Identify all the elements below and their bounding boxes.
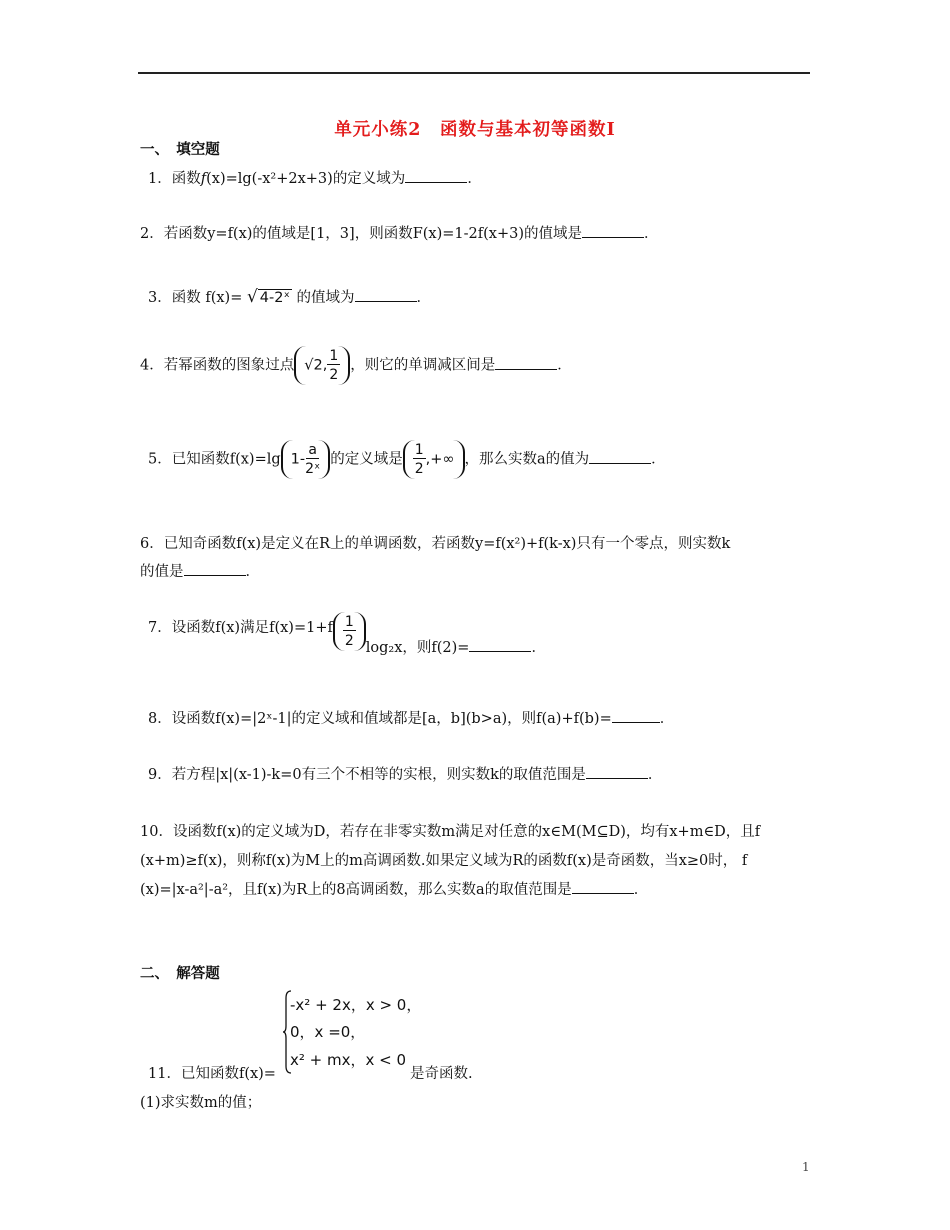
question-10-line-3 bbox=[140, 878, 648, 899]
answer-blank[interactable] bbox=[612, 721, 660, 723]
period: ． bbox=[531, 640, 546, 656]
q5-interval bbox=[403, 440, 465, 479]
fraction bbox=[343, 614, 356, 649]
q9-text: 9．若方程|x|(x-1)-k=0有三个不相等的实根，则实数k的取值范围是 bbox=[148, 767, 586, 783]
q3-radicand: 4-2ˣ bbox=[259, 290, 290, 306]
question-10-line-2: (x+m)≥f(x)，则称f(x)为M上的m高调函数.如果定义域为R的函数f(x)是奇函数，当x≥0时， f bbox=[140, 853, 748, 869]
q5-tail: ，那么实数a的值为 bbox=[464, 451, 590, 468]
fraction bbox=[413, 442, 426, 477]
q5-inf: ,+∞ bbox=[425, 451, 455, 468]
answer-blank[interactable] bbox=[586, 777, 648, 779]
q4-tail: ，则它的单调减区间是 bbox=[350, 357, 496, 374]
period: ． bbox=[647, 767, 663, 783]
denominator: 2ˣ bbox=[305, 461, 321, 477]
piecewise-case-1: -x² + 2x，x > 0， bbox=[290, 996, 422, 1014]
q1-num: 1．函数 bbox=[148, 171, 201, 187]
q6-line2-text: 的值是 bbox=[140, 564, 184, 580]
header-rule bbox=[138, 72, 810, 74]
q5-one: 1- bbox=[290, 451, 306, 468]
q3-pre: 3．函数 f(x)= bbox=[148, 290, 243, 306]
period: ． bbox=[633, 882, 649, 898]
period: ． bbox=[467, 171, 482, 187]
q1-expr: (x)=lg(-x²+2x+3) bbox=[206, 171, 333, 187]
numerator: 1 bbox=[344, 614, 354, 630]
q5-arg bbox=[281, 440, 331, 479]
q1-tail: 的定义域为 bbox=[332, 171, 406, 187]
question-6-line-2 bbox=[140, 560, 260, 581]
q4-p1: √2, bbox=[304, 357, 328, 374]
page-title: 单元小练2 函数与基本初等函数Ⅰ bbox=[334, 120, 616, 140]
question-3 bbox=[148, 286, 431, 307]
answer-blank[interactable] bbox=[405, 181, 467, 183]
answer-blank[interactable] bbox=[495, 368, 557, 370]
piecewise-case-2: 0，x =0， bbox=[290, 1023, 366, 1041]
q4-point bbox=[294, 346, 350, 385]
q3-tail: 的值域为 bbox=[296, 290, 355, 306]
question-9 bbox=[148, 763, 662, 784]
denominator: 2 bbox=[329, 367, 339, 383]
q5-mid: 的定义域是 bbox=[330, 451, 403, 468]
period: ． bbox=[416, 290, 432, 306]
question-11-tail: 是奇函数. bbox=[410, 1066, 473, 1082]
question-1 bbox=[148, 167, 482, 188]
numerator: 1 bbox=[414, 442, 424, 458]
question-11-pre: 11．已知函数f(x)= bbox=[148, 1066, 276, 1082]
answer-blank[interactable] bbox=[589, 462, 651, 464]
question-4 bbox=[140, 346, 572, 385]
answer-blank[interactable] bbox=[469, 650, 531, 652]
sqrt-symbol: √ bbox=[246, 287, 258, 307]
q5-pre: 5．已知函数f(x)=lg bbox=[148, 451, 281, 468]
q1-f: f bbox=[200, 171, 207, 187]
question-11-part-1: (1)求实数m的值； bbox=[140, 1095, 262, 1111]
period: ． bbox=[651, 451, 666, 468]
question-2 bbox=[140, 222, 658, 243]
section-heading-solution: 二、 解答题 bbox=[140, 965, 220, 982]
q7-post: log₂x，则f(2)= bbox=[365, 640, 470, 656]
q4-pre: 4．若幂函数的图象过点 bbox=[140, 357, 295, 374]
section-heading-fill-blank: 一、 填空题 bbox=[140, 141, 220, 158]
piecewise-case-3: x² + mx，x < 0 bbox=[290, 1051, 407, 1069]
q7-arg bbox=[333, 612, 366, 651]
answer-blank[interactable] bbox=[184, 574, 246, 576]
answer-blank[interactable] bbox=[582, 236, 644, 238]
answer-blank[interactable] bbox=[572, 892, 634, 894]
denominator: 2 bbox=[414, 461, 424, 477]
question-5 bbox=[148, 440, 666, 479]
question-10-line-1: 10．设函数f(x)的定义域为D，若存在非零实数m满足对任意的x∈M(M⊆D)，均有x+m∈D，且f bbox=[140, 824, 761, 840]
fraction bbox=[305, 442, 320, 477]
q2-text: 2．若函数y=f(x)的值域是[1，3]，则函数F(x)=1-2f(x+3)的值域是 bbox=[140, 226, 582, 242]
period: ． bbox=[659, 711, 675, 727]
answer-blank[interactable] bbox=[355, 300, 417, 302]
period: ． bbox=[557, 357, 572, 374]
question-8 bbox=[148, 707, 674, 728]
q10-line3-text: (x)=|x-a²|-a²，且f(x)为R上的8高调函数，那么实数a的取值范围是 bbox=[140, 882, 572, 898]
question-6-line-1: 6．已知奇函数f(x)是定义在R上的单调函数，若函数y=f(x²)+f(k-x)只有一个零点，则实数k bbox=[140, 536, 731, 552]
question-7 bbox=[148, 614, 546, 656]
fraction bbox=[327, 348, 340, 383]
denominator: 2 bbox=[344, 633, 354, 649]
numerator: a bbox=[308, 442, 317, 458]
period: ． bbox=[245, 564, 260, 580]
numerator: 1 bbox=[329, 348, 339, 364]
q7-pre: 7．设函数f(x)满足f(x)=1+f bbox=[148, 620, 333, 636]
q8-text: 8．设函数f(x)=|2ˣ-1|的定义域和值域都是[a，b](b>a)，则f(a)+f(b)= bbox=[148, 711, 612, 727]
page-number: 1 bbox=[802, 1160, 810, 1174]
period: ． bbox=[643, 226, 659, 242]
